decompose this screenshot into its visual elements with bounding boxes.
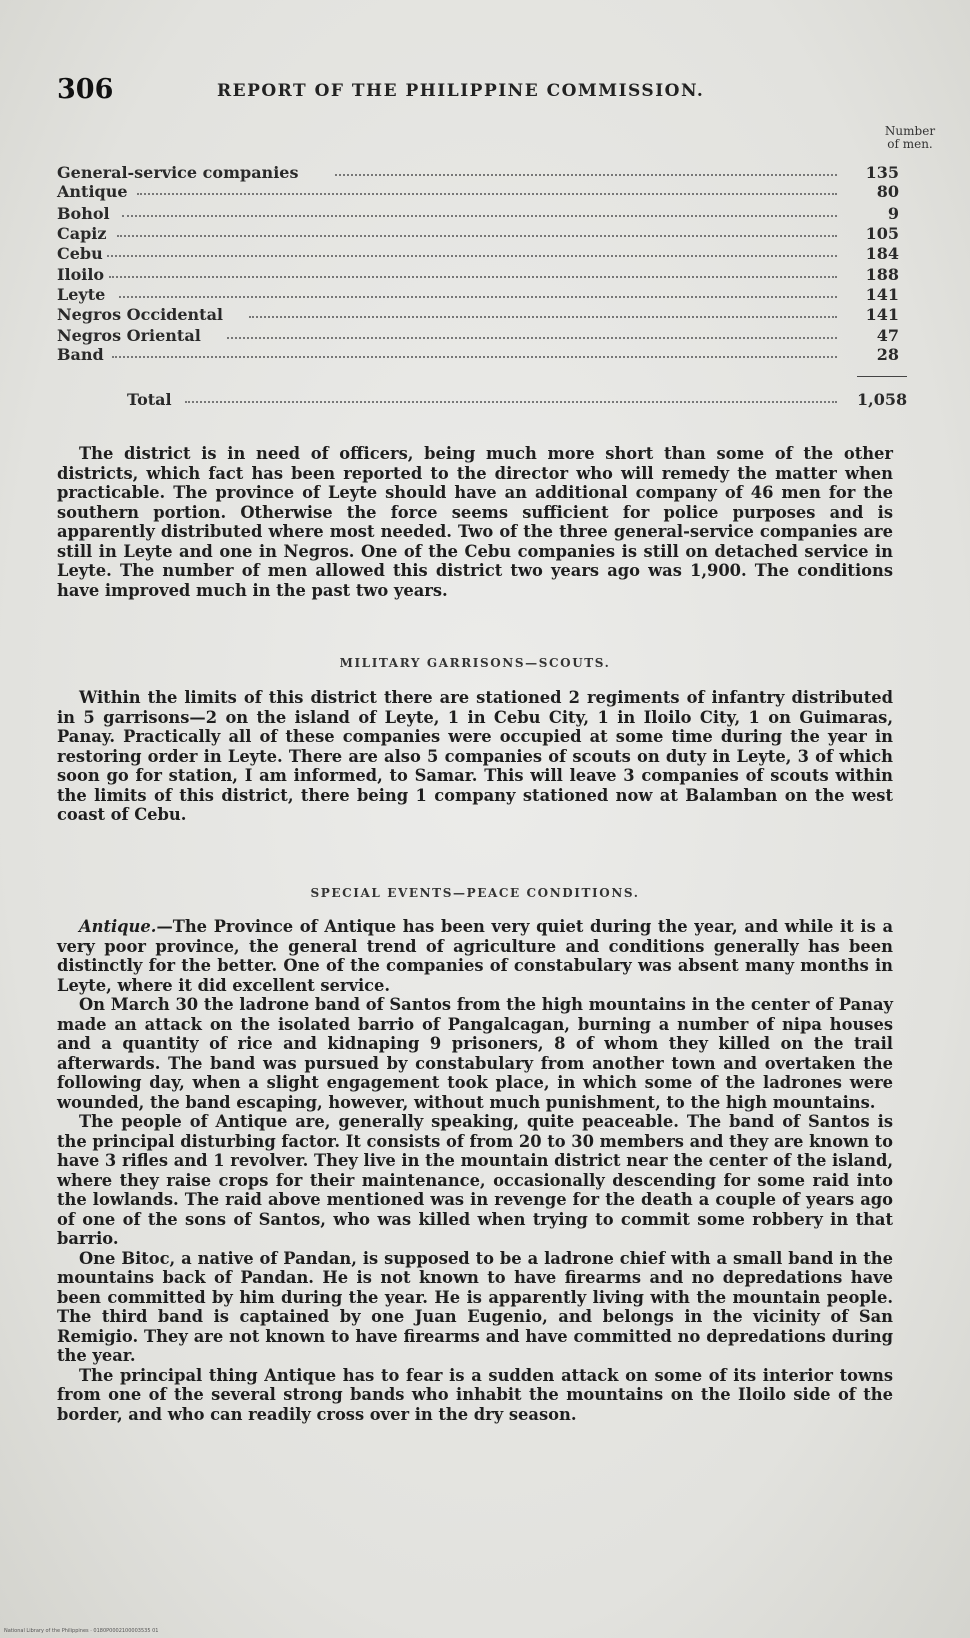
table-row xyxy=(57,182,927,202)
row-value: 105 xyxy=(865,224,899,243)
total-label: Total xyxy=(127,390,172,409)
dot-leader xyxy=(107,255,837,257)
total-row xyxy=(57,390,927,410)
paragraph-bitoc: One Bitoc, a native of Pandan, is supposed to be a ladrone chief with a small band in the mountains back of Pandan. He is not known to have firearms and no depredations have been committed by him during the year. He is apparently living with the mountain people. The third band is captained by one Juan Eugenio, and belongs in the vicinity of San Remigio. They are not known to have firearms and have committed no depredations during the year. xyxy=(57,1248,893,1365)
row-value: 9 xyxy=(887,204,899,223)
table-row xyxy=(57,224,927,244)
row-label: General-service companies xyxy=(57,163,299,182)
paragraph-people: The people of Antique are, generally speaking, quite peaceable. The band of Santos is the principal disturbing factor. It consists of from 20 to 30 members and they are known to have 3 rifles and 1 revolver. They live in the mountain district near the center of the island, where they raise crops for their maintenance, occasionally descending for some raid into the lowlands. The raid above mentioned was in revenge for the death a couple of years ago of one of the sons of Santos, who was killed when trying to commit some robbery in that barrio. xyxy=(57,1112,893,1248)
row-value: 80 xyxy=(876,182,899,201)
table-row xyxy=(57,326,927,346)
row-label: Antique xyxy=(57,182,128,201)
row-label: Bohol xyxy=(57,204,110,223)
paragraph-antique xyxy=(57,917,893,995)
column-header-line1: Number xyxy=(884,124,936,138)
antique-lead: Antique. xyxy=(79,917,157,936)
section-events-body xyxy=(57,917,893,1424)
row-value: 135 xyxy=(865,163,899,182)
row-value: 28 xyxy=(876,345,899,364)
paragraph-garrisons xyxy=(57,688,893,825)
row-label: Band xyxy=(57,345,104,364)
total-rule xyxy=(857,376,907,377)
row-label: Capiz xyxy=(57,224,107,243)
table-row xyxy=(57,285,927,305)
dot-leader xyxy=(137,193,837,195)
row-value: 184 xyxy=(865,244,899,263)
scan-footer: National Library of the Philippines · 0180P0002100003535 01 xyxy=(4,1628,159,1634)
dot-leader xyxy=(185,401,837,403)
column-header-line2: of men. xyxy=(887,137,933,151)
section-heading-events: SPECIAL EVENTS—PEACE CONDITIONS. xyxy=(310,886,640,900)
column-header xyxy=(875,125,945,151)
row-value: 47 xyxy=(876,326,899,345)
paragraph-text: —The Province of Antique has been very quiet during the year, and while it is a very poor province, the general trend of agriculture and conditions generally has been distinctly for the better. One of the companies of constabulary was absent many months in Leyte, where it did excellent service. xyxy=(57,917,893,995)
table-row xyxy=(57,265,927,285)
dot-leader xyxy=(109,276,837,278)
table-row xyxy=(57,345,927,365)
paragraph-principal-fear: The principal thing Antique has to fear is a sudden attack on some of its interior towns from one of the several strong bands who inhabit the mountains on the Iloilo side of the border, and who can readily cross over in the dry season. xyxy=(57,1365,893,1424)
row-value: 188 xyxy=(865,265,899,284)
dot-leader xyxy=(117,235,837,237)
paragraph-text: Within the limits of this district there are stationed 2 regiments of infantry distributed in 5 garrisons—2 on the island of Leyte, 1 in Cebu City, 1 in Iloilo City, 1 on Guimaras, Panay. Practically all of these companies were occupied at some time during the year in restoring order in Leyte. There are also 5 companies of scouts on duty in Leyte, 3 of which soon go for station, I am informed, to Samar. This will leave 3 companies of scouts within the limits of this district, there being 1 company stationed now at Balamban on the west coast of Cebu. xyxy=(57,688,893,824)
row-label: Iloilo xyxy=(57,265,105,284)
table-row xyxy=(57,163,927,183)
dot-leader xyxy=(119,296,837,298)
row-value: 141 xyxy=(865,305,899,324)
dot-leader xyxy=(227,337,837,339)
running-head: REPORT OF THE PHILIPPINE COMMISSION. xyxy=(217,81,705,101)
row-value: 141 xyxy=(865,285,899,304)
total-value: 1,058 xyxy=(857,390,908,409)
table-row xyxy=(57,305,927,325)
dot-leader xyxy=(112,356,837,358)
paragraph-santos-raid: On March 30 the ladrone band of Santos from the high mountains in the center of Panay made an attack on the isolated barrio of Pangalcagan, burning a number of nipa houses and a quantity of rice and kidnaping 9 prisoners, 8 of whom they killed on the trail afterwards. The band was pursued by constabulary from another town and overtaken the following day, when a slight engagement took place, in which some of the ladrones were wounded, the band escaping, however, without much punishment, to the high mountains. xyxy=(57,995,893,1112)
row-label: Negros Oriental xyxy=(57,326,201,345)
paragraph-officers xyxy=(57,444,893,600)
dot-leader xyxy=(122,215,837,217)
dot-leader xyxy=(335,174,837,176)
row-label: Leyte xyxy=(57,285,106,304)
table-row xyxy=(57,204,927,224)
page-header xyxy=(57,74,917,114)
page-number: 306 xyxy=(57,74,114,105)
dot-leader xyxy=(249,316,837,318)
table-row xyxy=(57,244,927,264)
row-label: Cebu xyxy=(57,244,103,263)
paragraph-text: The district is in need of officers, being much more short than some of the other districts, which fact has been reported to the director who will remedy the matter when practicable. The province of Leyte should have an additional company of 46 men for the southern portion. Otherwise the force seems sufficient for police purposes and is apparently distributed where most needed. Two of the three general-service companies are still in Leyte and one in Negros. One of the Cebu companies is still on detached service in Leyte. The number of men allowed this district two years ago was 1,900. The conditions have improved much in the past two years. xyxy=(57,444,893,600)
row-label: Negros Occidental xyxy=(57,305,224,324)
section-heading-garrisons: MILITARY GARRISONS—SCOUTS. xyxy=(339,656,611,670)
